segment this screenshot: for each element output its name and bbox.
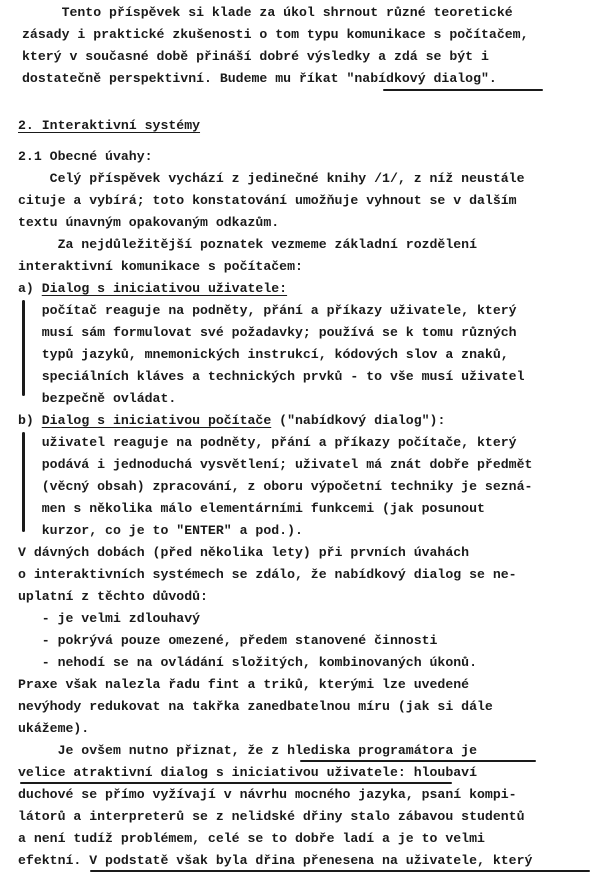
para2-line-2: interaktivní komunikace s počítačem: bbox=[18, 259, 303, 274]
item-b-label: b) bbox=[18, 413, 42, 428]
item-a-line-4: speciálních kláves a technických prvků - to vše musí uživatel bbox=[18, 369, 525, 384]
item-a-title: Dialog s iniciativou uživatele: bbox=[41, 281, 288, 296]
item-b-line-3: (věcný obsah) zpracování, z oboru výpočetní techniky je sezná- bbox=[18, 479, 533, 494]
reason-2: - pokrývá pouze omezené, předem stanovené činnosti bbox=[18, 633, 438, 648]
para3-line-1: V dávných dobách (před několika lety) při prvních úvahách bbox=[18, 545, 470, 560]
item-b bbox=[18, 410, 445, 432]
item-a-line-3: typů jazyků, mnemonických instrukcí, kódových slov a znaků, bbox=[18, 347, 509, 362]
item-b-line-1: uživatel reaguje na podněty, přání a příkazy počítače, který bbox=[18, 435, 517, 450]
item-b-title: Dialog s iniciativou počítače bbox=[41, 413, 272, 428]
para4-line-1: Praxe však nalezla řadu fint a triků, kterými lze uvedené bbox=[18, 677, 470, 692]
item-a-line-5: bezpečně ovládat. bbox=[18, 391, 177, 406]
intro-line-2: zásady i praktické zkušenosti o tom typu komunikace s počítačem, bbox=[22, 27, 529, 42]
para3-line-3: uplatní z těchto důvodů: bbox=[18, 589, 208, 604]
para1-line-3: textu únavným opakovaným odkazům. bbox=[18, 215, 280, 230]
para5-line-5: a není tudíž problémem, celé se to dobře ladí a je to velmi bbox=[18, 831, 485, 846]
reason-1: - je velmi zdlouhavý bbox=[18, 611, 201, 626]
intro-line-1: Tento příspěvek si klade za úkol shrnout různé teoretické bbox=[22, 5, 513, 20]
item-b-rest: ("nabídkový dialog"): bbox=[271, 413, 446, 428]
intro-line-3: který v současné době přináší dobré výsledky a zdá se být i bbox=[22, 49, 489, 64]
section-heading: 2. Interaktivní systémy bbox=[18, 118, 201, 133]
para5-line-2: velice atraktivní dialog s iniciativou uživatele: hloubaví bbox=[18, 765, 477, 780]
intro-line-4: dostatečně perspektivní. Budeme mu říkat "nabídkový dialog". bbox=[22, 71, 497, 86]
item-b-line-4: men s několika málo elementárními funkcemi (jak posunout bbox=[18, 501, 485, 516]
para4-line-3: ukážeme). bbox=[18, 721, 90, 736]
handwritten-underline bbox=[90, 870, 590, 872]
para5-line-1: Je ovšem nutno přiznat, že z hlediska programátora je bbox=[18, 743, 477, 758]
para1-line-1: Celý příspěvek vychází z jedinečné knihy /1/, z níž neustále bbox=[18, 171, 525, 186]
reason-3: - nehodí se na ovládání složitých, kombinovaných úkonů. bbox=[18, 655, 477, 670]
subsection-heading: 2.1 Obecné úvahy: bbox=[18, 149, 153, 164]
item-b-line-2: podává i jednoduchá vysvětlení; uživatel má znát dobře předmět bbox=[18, 457, 533, 472]
para5-line-6: efektní. V podstatě však byla dřina přenesena na uživatele, který bbox=[18, 853, 533, 868]
para3-line-2: o interaktivních systémech se zdálo, že nabídkový dialog se ne- bbox=[18, 567, 517, 582]
para5-line-3: duchové se přímo vyžívají v návrhu mocného jazyka, psaní kompi- bbox=[18, 787, 517, 802]
para4-line-2: nevýhody redukovat na takřka zanedbatelnou míru (jak si dále bbox=[18, 699, 493, 714]
item-a bbox=[18, 278, 287, 300]
handwritten-underline bbox=[383, 89, 543, 91]
para5-line-4: látorů a interpreterů se z nelidské dřiny stalo zábavou studentů bbox=[18, 809, 525, 824]
item-a-line-2: musí sám formulovat své požadavky; používá se k tomu různých bbox=[18, 325, 517, 340]
para1-line-2: cituje a vybírá; toto konstatování umožňuje vyhnout se v dalším bbox=[18, 193, 517, 208]
item-a-line-1: počítač reaguje na podněty, přání a příkazy uživatele, který bbox=[18, 303, 517, 318]
item-a-label: a) bbox=[18, 281, 42, 296]
item-b-line-5: kurzor, co je to "ENTER" a pod.). bbox=[18, 523, 303, 538]
para2-line-1: Za nejdůležitější poznatek vezmeme základní rozdělení bbox=[18, 237, 477, 252]
